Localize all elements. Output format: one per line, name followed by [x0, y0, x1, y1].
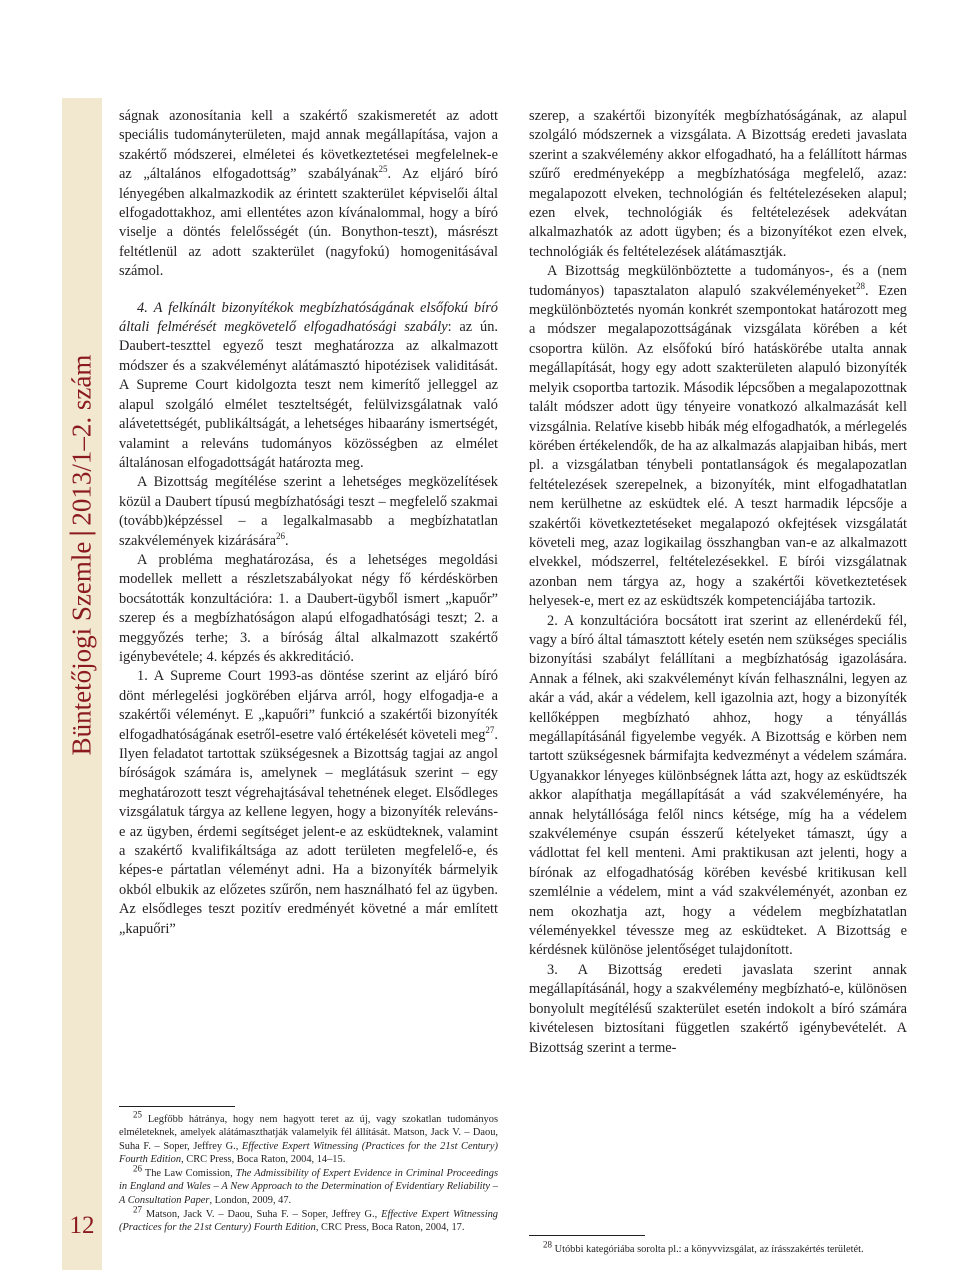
footnote-27: $^{27}$ Matson, Jack V. – Daou, Suha F. – Soper, Jeffrey G., Effective Expert Witnessing (Practices for the 21st Century) Fourth Edition, CRC Press, Boca Raton, 2004, 17. [119, 1204, 498, 1234]
paragraph: ságnak azonosítania kell a szakértő szakismeretét az adott speciális tudományterületen, majd annak megállapítása, vajon a szakértő módszerei, elméletei és következtetései megfelelnek-e az „általános elfogadottság” szabályának$^{25}$. Az eljáró bíró lényegében alkalmazkodik az érintett szakterület képviselői által elfogadottakhoz, ami ellentétes azon kívánalommal, hogy a bíró viselje a döntés felelősségét (ún. Bonython-teszt), másrészt feltétlenül az adott szakterület (nagyfokú) homogenitásával számol. [119, 108, 498, 280]
page-number: 12 [69, 1212, 95, 1239]
right-column [529, 107, 907, 1058]
footnote-ref[interactable]: 27 [485, 724, 495, 735]
footnote-rule [529, 1235, 645, 1236]
title-separator [69, 533, 95, 535]
paragraph: 3. A Bizottság eredeti javaslata szerint annak megállapításánál, hogy a szakvélemény megbízható-e, különösen bonyolult megítélésű szakterület esetén indokolt a bíró számára kivételesen biztosítani független szakértő igénybevételét. A Bizottság szerint a terme- [529, 961, 907, 1056]
paragraph: A Bizottság megkülönböztette a tudományos-, és a (nem tudományos) tapasztalaton alapuló szakvéleményeket$^{28}$. Ezen megkülönböztetés nyomán konkrét szempontokat határozott meg a módszer megalapozottságának vizsgálata körében a két csoportra külön. Az elsőfokú bíró hatáskörébe utalta annak megállapítását, hogy egy adott szakterületen alapuló bizonyíték melyik csoportba tartozik. Második lépcsőben a megalapozottnak talált módszer adott ügy tényeire vonatkozó alkalmazását kell vizsgálnia. Relatíve kisebb hibák még elfogadhatók, a mérlegelés körében értékelendők, de ha az alkalmazás alapjaiban hibás, mert pl. a vizsgálatban ténybeli pontatlanságok és megalapozatlan feltételezések szerepelnek, a bizonyíték, mint elfogadhatatlan nem kerülhetne az esküdtek elé. A teszt harmadik lépcsője a szakértői következtetéseket megalapozó okfejtések vizsgálatát követeli meg, azaz logikailag összhangban van-e az alkalmazott elvekkel, módszerrel, feltételezésekkel. E bírói vizsgálatnak azonban nem tárgya az, hogy a szakértői következtetések helyesek-e, mert ez az esküdtszék kompetenciájába tartozik. [529, 263, 907, 610]
paragraph: A Bizottság megítélése szerint a lehetséges megközelítések közül a Daubert típusú megbízhatósági teszt – megfelelő szakmai (tovább)képzéssel – a legalkalmasabb a megbízhatatlan szakvélemények kizárására$^{26}$. [119, 474, 498, 549]
journal-running-title [67, 355, 98, 756]
footnotes-right [529, 1239, 929, 1256]
footnote-26: $^{26}$ The Law Comission, The Admissibility of Expert Evidence in Criminal Proceedings in England and Wales – A New Approach to the Determination of Evidentiary Reliability – A Consultation Paper, London, 2009, 47. [119, 1163, 498, 1206]
footnote-ref[interactable]: 26 [276, 530, 286, 541]
section-heading: 4. A felkínált bizonyítékok megbízhatóságának elsőfokú bíró általi felmérését megkövetelő elfogadhatósági szabály [119, 299, 498, 336]
section-paragraph: 4. A felkínált bizonyítékok megbízhatóságának elsőfokú bíró általi felmérését megkövetelő elfogadhatósági szabály: az ún. Daubert-teszttel egyező teszt meghatározza az alkalmazott módszer és a szakvéleményt alátámasztó hipotézisek validitását. A Supreme Court kidolgozta teszt nem kimerítő jelleggel az alapul szolgáló elmélet teszteltségét, felülvizsgálatnak való alávetettségét, publikáltságát, a lehetséges hibaarány ismertségét, valamint a releváns tudományos közösségben az elmélet általánosan elfogadottságát határozta meg. [119, 299, 498, 471]
footnote-ref[interactable]: 25 [378, 164, 388, 175]
paragraph: 2. A konzultációra bocsátott irat szerint az ellenérdekű fél, vagy a bíró által támasztott kétely esetén nem szükséges speciális bizonyítási szabályt felállítani a megbízhatóság igazolására. Annak a félnek, aki szakvéleményt kíván felhasználni, legyen az akár a vád, akár a védelem, kell igazolnia azt, hogy a bizonyíték kellőképpen megbízható ahhoz, hogy a tényállás megállapításánál figyelembe vegyék. A Bizottság e körben nem tartott szükségesnek bármifajta kedvezményt a védelem számára. Ugyanakkor lényeges különbségnek látta azt, hogy az esküdtszék akkor alapíthatja megállapítását a vád szakvéleményére, ha annak helytállósága felől nincs kétsége, míg ha a védelem szakvéleménye csupán ésszerű kételyeket támaszt, úgy a vádlottat fel kell menteni. Ami praktikusan azt jelenti, hogy a bírónak az elfogadhatóság körében kevésbé kritikusan kell szemlélnie a védelem, mint a vád szakvéleményét, azonban ez nem okozhatja azt, hogy a védelem megbízhatatlan véleményekkel tévessze meg az esküdteket. A Bizottság e kérdésnek különöse jelentőséget tulajdonított. [529, 612, 907, 959]
issue-label: 2013/1–2. szám [66, 354, 97, 526]
paragraph: A probléma meghatározása, és a lehetséges megoldási modellek mellett a részletszabályokat négy fő kérdéskörben bocsátották konzultációra: 1. a Daubert-ügyből ismert „kapuőr” szerep és a megbízhatóságon alapú elfogadhatósági teszt; 2. a meggyőzés terhe; 3. a bíróság által alkalmazott szakértő igénybevétele; 4. képzés és akkreditáció. [119, 551, 498, 665]
footnote-ref[interactable]: 28 [856, 280, 865, 291]
footnote-rule [119, 1106, 235, 1107]
paragraph: 1. A Supreme Court 1993-as döntése szerint az eljáró bíró dönt mérlegelési jogkörében eljárva arról, hogy elfogadja-e a szakértői véleményt. E „kapuőri” funkció a szakértői bizonyíték elfogadhatóságának esetről-esetre való értékelését követeli meg$^{27}$. Ilyen feladatot tartottak szükségesnek a Bizottság tagjai az angol bíróságok számára is, amelynek – meglátásuk szerint – egy meghatározott teszt végrehajtásával tehetnének eleget. Elsődleges vizsgálatuk tárgya az kellene legyen, hogy a bizonyíték releváns-e az ügyben, érdemi segítséget jelent-e az esküdteknek, valamint a szakértő kvalifikáltsága az adott területen megfelelő-e, és képes-e pártatlan véleményt adni. Ha a bizonyíték bármelyik okból elbukik az előzetes szűrőn, nem használható fel az ügyben. Az elsődleges teszt pozitív eredményét követné a már említett „kapuőri” [119, 668, 499, 937]
footnote-25: $^{25}$ Legfőbb hátránya, hogy nem hagyott teret az új, vagy szokatlan tudományos elméleteknek, amelyek alátámaszthatják valamelyik fél állítását. Matson, Jack V. – Daou, Suha F. – Soper, Jeffrey G., Effective Expert Witnessing (Practices for the 21st Century) Fourth Edition, CRC Press, Boca Raton, 2004, 14–15. [119, 1109, 498, 1165]
journal-title: Büntetőjogi Szemle [66, 541, 97, 756]
footnotes [119, 1109, 498, 1236]
left-column [119, 107, 498, 939]
paragraph: szerep, a szakértői bizonyíték megbízhatóságának, az alapul szolgáló módszernek a vizsgálata. A Bizottság eredeti javaslata szerint a szakvélemény akkor elfogadható, ha a felállított hármas szűrő eredményeképp a megbízhatósága megfelelő, azaz: megalapozott elveken, technológián és feltételezéseken alapul; ezen elvek, technológiák és feltételezések adekvátan alkalmazhatók az adott ügyben; és a bizonyítékot ezen elvek, technológiák és feltételezések alátámasztják. [529, 108, 907, 260]
footnote-28: $^{28}$ Utóbbi kategóriába sorolta pl.: a könyvvizsgálat, az írásszakértés területét. [543, 1239, 864, 1255]
